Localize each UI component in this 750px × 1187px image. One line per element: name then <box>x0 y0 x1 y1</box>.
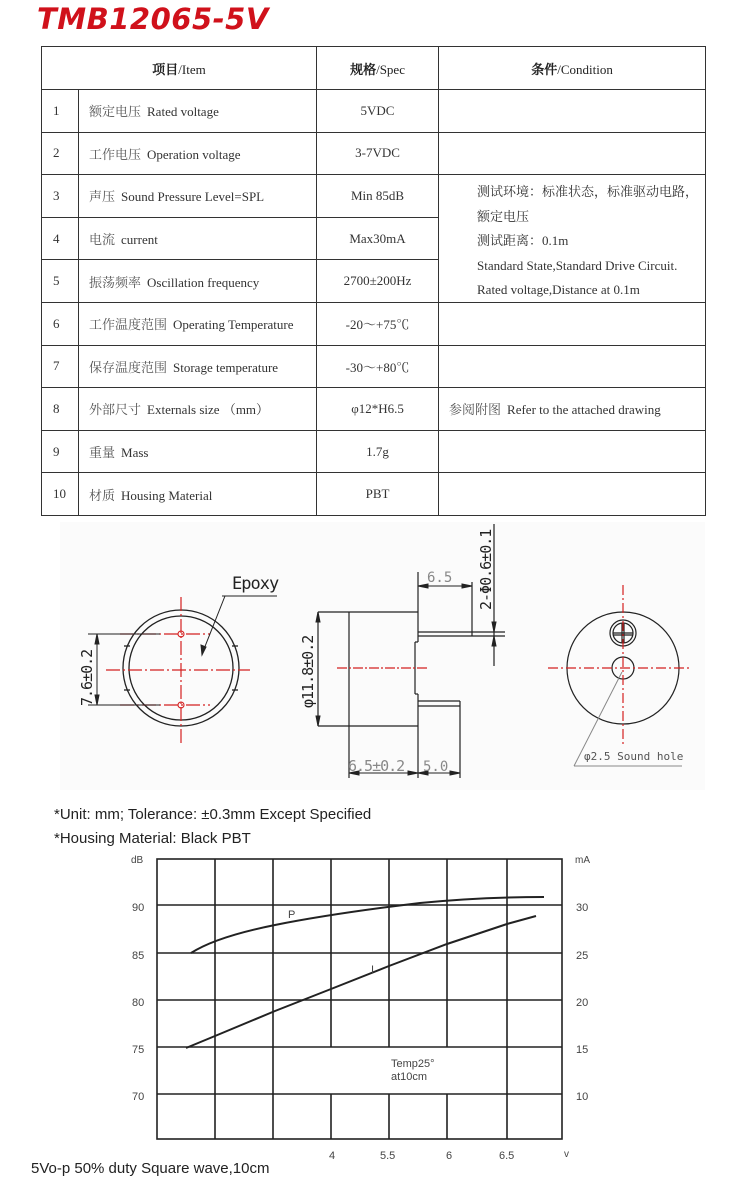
table-row <box>42 90 706 133</box>
sound-hole-label: φ2.5 Sound hole <box>584 750 684 763</box>
distance-annotation: at10cm <box>391 1071 428 1083</box>
y-left-unit: dB <box>131 855 144 866</box>
row-number: 3 <box>42 175 79 218</box>
row-spec: 3-7VDC <box>317 132 439 175</box>
y-right-tick: 20 <box>576 997 589 1009</box>
series-i-line <box>186 916 536 1048</box>
x-tick: 5.5 <box>380 1150 396 1162</box>
row-item: 工作电压 Operation voltage <box>79 132 317 175</box>
body-height-label: 6.5±0.2 <box>348 757 405 775</box>
row-condition <box>439 132 706 175</box>
row-item: 材质 Housing Material <box>79 473 317 516</box>
row-number: 1 <box>42 90 79 133</box>
table-row <box>42 302 706 345</box>
table-row <box>42 473 706 516</box>
row-spec: 5VDC <box>317 90 439 133</box>
row-spec: Max30mA <box>317 217 439 260</box>
y-left-tick: 80 <box>132 997 145 1009</box>
chart-grid <box>157 859 562 1139</box>
header-condition: 条件/Condition <box>439 47 706 90</box>
y-right-tick: 10 <box>576 1091 589 1103</box>
row-number: 2 <box>42 132 79 175</box>
row-number: 6 <box>42 302 79 345</box>
row-item: 工作温度范围 Operating Temperature <box>79 302 317 345</box>
body-diameter-label: φ11.8±0.2 <box>299 635 317 708</box>
y-right-unit: mA <box>575 855 590 866</box>
drawing-notes <box>54 803 371 851</box>
x-tick: 6.5 <box>499 1150 515 1162</box>
table-row <box>42 132 706 175</box>
row-number: 4 <box>42 217 79 260</box>
row-item: 重量 Mass <box>79 430 317 473</box>
row-item: 电流 current <box>79 217 317 260</box>
row-item: 额定电压 Rated voltage <box>79 90 317 133</box>
row-number: 8 <box>42 388 79 431</box>
row-spec: 2700±200Hz <box>317 260 439 303</box>
row-number: 10 <box>42 473 79 516</box>
row-spec: -30～+80℃ <box>317 345 439 388</box>
pin-spacing-label: 6.5 <box>427 570 453 586</box>
row-spec: Min 85dB <box>317 175 439 218</box>
performance-chart <box>0 850 750 1162</box>
y-right-tick: 30 <box>576 902 589 914</box>
dimension-drawing <box>60 522 705 790</box>
x-tick: 4 <box>329 1150 336 1162</box>
row-item: 保存温度范围 Storage temperature <box>79 345 317 388</box>
header-spec: 规格/Spec <box>317 47 439 90</box>
row-item: 声压 Sound Pressure Level=SPL <box>79 175 317 218</box>
row-number: 5 <box>42 260 79 303</box>
row-condition <box>439 473 706 516</box>
y-left-tick: 90 <box>132 902 145 914</box>
row-condition <box>439 90 706 133</box>
pin-length-label: 5.0 <box>423 759 449 775</box>
series-i-label: I <box>371 964 375 976</box>
row-number: 9 <box>42 430 79 473</box>
table-header-row <box>42 47 706 90</box>
note-material: *Housing Material: Black PBT <box>54 830 251 847</box>
y-left-tick: 85 <box>132 950 145 962</box>
row-spec: PBT <box>317 473 439 516</box>
table-row <box>42 345 706 388</box>
series-p-label: P <box>288 909 296 921</box>
merged-condition-text: 测试环境：标准状态，标准驱动电路， 额定电压 测试距离：0.1m Standard State,Standard Drive Circuit. Rated voltage,Distance at 0.1m <box>477 184 699 297</box>
row-item: 振荡频率 Oscillation frequency <box>79 260 317 303</box>
row-spec: -20～+75℃ <box>317 302 439 345</box>
table-row <box>42 388 706 431</box>
row-condition <box>439 302 706 345</box>
front-dim-label: 7.6±0.2 <box>78 649 96 706</box>
epoxy-label: Epoxy <box>232 574 279 594</box>
row-item: 外部尺寸 Externals size （mm） <box>79 388 317 431</box>
row-condition <box>439 345 706 388</box>
product-title: TMB12065-5V <box>37 2 269 36</box>
y-right-tick: 15 <box>576 1044 589 1056</box>
x-unit: v <box>564 1149 569 1160</box>
table-row <box>42 430 706 473</box>
temp-annotation: Temp25° <box>391 1058 435 1070</box>
pin-diameter-label: 2-Φ0.6±0.1 <box>477 529 495 610</box>
header-item: 项目/Item <box>42 47 317 90</box>
y-left-tick: 70 <box>132 1091 145 1103</box>
row-condition: 参阅附图 Refer to the attached drawing <box>439 388 706 431</box>
row-spec: φ12*H6.5 <box>317 388 439 431</box>
x-tick: 6 <box>446 1150 453 1162</box>
y-left-tick: 75 <box>132 1044 145 1056</box>
row-spec: 1.7g <box>317 430 439 473</box>
note-tolerance: *Unit: mm; Tolerance: ±0.3mm Except Specified <box>54 806 372 823</box>
y-right-tick: 25 <box>576 950 589 962</box>
chart-footnote: 5Vo-p 50% duty Square wave,10cm <box>31 1160 270 1177</box>
row-number: 7 <box>42 345 79 388</box>
row-condition <box>439 430 706 473</box>
